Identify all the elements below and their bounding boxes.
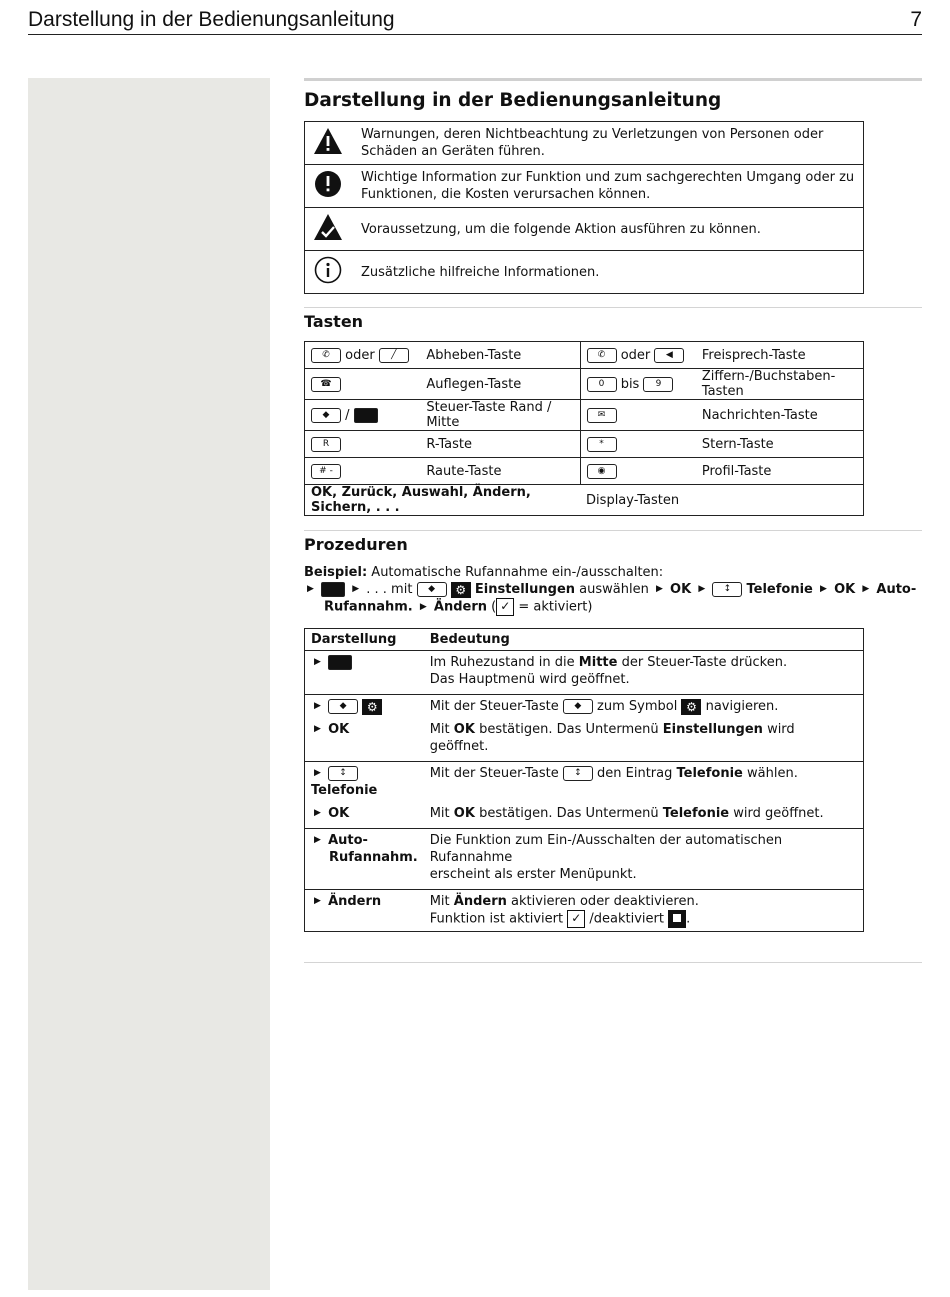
table-row: ▶ ↕ Telefonie Mit der Steuer-Taste ↕ den Eintrag Telefonie wählen.	[311, 766, 798, 798]
off-hook-alt-icon: ╱	[379, 348, 409, 363]
nav-updown-icon: ↕	[712, 582, 742, 597]
speaker-icon: ◀	[654, 348, 684, 363]
off-hook-icon: ✆	[587, 348, 617, 363]
triangle-right-icon: ▶	[419, 601, 427, 612]
triangle-right-icon: ▶	[698, 584, 706, 594]
triangle-right-icon: ▶	[655, 584, 663, 594]
checkbox-checked-icon: ✓	[496, 598, 514, 616]
settings-gear-icon: ⚙	[681, 699, 701, 715]
section-divider	[304, 530, 922, 531]
nav-key-icon: ◆	[417, 582, 447, 597]
table-row: ▶ ◆ ⚙ Mit der Steuer-Taste ◆ zum Symbol ⚙ navigieren.	[314, 699, 779, 714]
nav-center-icon	[321, 582, 345, 597]
section-divider	[304, 962, 922, 963]
checkbox-unchecked-icon	[668, 910, 686, 928]
table-row: R R-Taste * Stern-Taste	[305, 431, 864, 458]
keys-table	[304, 341, 864, 516]
page-header	[28, 8, 922, 35]
nav-key-icon: ◆	[328, 699, 358, 714]
section-divider	[304, 78, 922, 81]
table-row: ▶ OK Mit OK bestätigen. Das Untermenü Einstellungen wird geöffnet.	[305, 718, 864, 762]
example-block: Beispiel: Automatische Rufannahme ein-/ausschalten: ▶ ▶ . . . mit ◆ ⚙ Einstellungen auswählen ▶ OK ▶ ↕ Telefonie ▶ OK ▶ Auto- Rufannahm. ▶ Ändern ( ✓ = aktiviert)	[304, 565, 917, 615]
notice-row	[305, 251, 864, 294]
section-title: Darstellung in der Bedienungsanleitung	[304, 90, 722, 111]
settings-gear-icon: ⚙	[362, 699, 382, 715]
table-row: ▶ OK Mit OK bestätigen. Das Untermenü Telefonie wird geöffnet.	[305, 802, 864, 829]
exclamation-circle-icon	[314, 187, 342, 202]
notice-text: Wichtige Information zur Funktion und zum sachgerechten Umgang oder zu Funktionen, die Kosten verursachen können.	[351, 165, 864, 208]
warning-triangle-icon	[313, 144, 343, 159]
main-content	[304, 78, 922, 963]
nav-key-icon: ◆	[563, 699, 593, 714]
triangle-right-icon: ▶	[307, 584, 314, 594]
digit-key-icon: 0	[587, 377, 617, 392]
table-row: ▶ Im Ruhezustand in die Mitte der Steuer-Taste drücken. Das Hauptmenü wird geöffnet.	[305, 651, 864, 695]
star-key-icon: *	[587, 437, 617, 452]
r-key-icon: R	[311, 437, 341, 452]
table-row: ▶ Auto- Rufannahm. Die Funktion zum Ein-/Ausschalten der automatischen Rufannahme erscheint als erster Menüpunkt.	[305, 829, 864, 890]
digit-key-icon: 9	[643, 377, 673, 392]
checkbox-checked-icon: ✓	[567, 910, 585, 928]
notice-table	[304, 121, 864, 294]
table-row: ☎ Auflegen-Taste 0 bis 9 Ziffern-/Buchstaben-Tasten	[305, 369, 864, 400]
notice-row	[305, 122, 864, 165]
nav-key-icon: ◆	[311, 408, 341, 423]
nav-center-icon	[328, 655, 352, 670]
notice-text: Warnungen, deren Nichtbeachtung zu Verletzungen von Personen oder Schäden an Geräten führen.	[351, 122, 864, 165]
table-row: OK, Zurück, Auswahl, Ändern, Sichern, . . . Display-Tasten	[305, 485, 864, 516]
table-row: ▶ Ändern Mit Ändern aktivieren oder deaktivieren. Funktion ist aktiviert ✓ /deaktiviert .	[314, 894, 699, 927]
triangle-right-icon: ▶	[314, 701, 321, 711]
prerequisite-check-icon	[313, 230, 343, 245]
notice-row	[305, 208, 864, 251]
nav-center-icon	[354, 408, 378, 423]
triangle-right-icon: ▶	[314, 768, 321, 778]
on-hook-icon: ☎	[311, 377, 341, 392]
notice-text: Voraussetzung, um die folgende Aktion ausführen zu können.	[351, 208, 864, 251]
info-circle-icon	[314, 273, 342, 288]
profile-key-icon: ◉	[587, 464, 617, 479]
header-title: Darstellung in der Bedienungsanleitung	[28, 8, 395, 31]
notice-row	[305, 165, 864, 208]
triangle-right-icon: ▶	[314, 657, 321, 667]
table-row: ✆ oder ╱ Abheben-Taste ✆ oder ◀ Freisprech-Taste	[305, 342, 864, 369]
keys-title: Tasten	[304, 312, 364, 331]
nav-updown-icon: ↕	[328, 766, 358, 781]
table-header-row: Darstellung Bedeutung	[305, 629, 864, 651]
triangle-right-icon: ▶	[862, 584, 870, 594]
off-hook-icon: ✆	[311, 348, 341, 363]
message-icon: ✉	[587, 408, 617, 423]
procedure-table	[304, 628, 864, 932]
triangle-right-icon: ▶	[820, 584, 827, 594]
section-divider	[304, 307, 922, 308]
hash-key-icon: # -	[311, 464, 341, 479]
triangle-right-icon: ▶	[314, 808, 321, 818]
nav-updown-icon: ↕	[563, 766, 593, 781]
page-number: 7	[910, 8, 922, 31]
procedures-title: Prozeduren	[304, 535, 408, 554]
notice-text: Zusätzliche hilfreiche Informationen.	[351, 251, 864, 294]
triangle-right-icon: ▶	[314, 896, 321, 906]
triangle-right-icon: ▶	[352, 584, 360, 594]
table-row: ◆ / Steuer-Taste Rand / Mitte ✉ Nachrichten-Taste	[305, 400, 864, 431]
triangle-right-icon: ▶	[314, 724, 321, 734]
sidebar-panel	[28, 78, 270, 1290]
triangle-right-icon: ▶	[314, 835, 321, 845]
table-row: # - Raute-Taste ◉ Profil-Taste	[305, 458, 864, 485]
settings-gear-icon: ⚙	[451, 582, 471, 598]
